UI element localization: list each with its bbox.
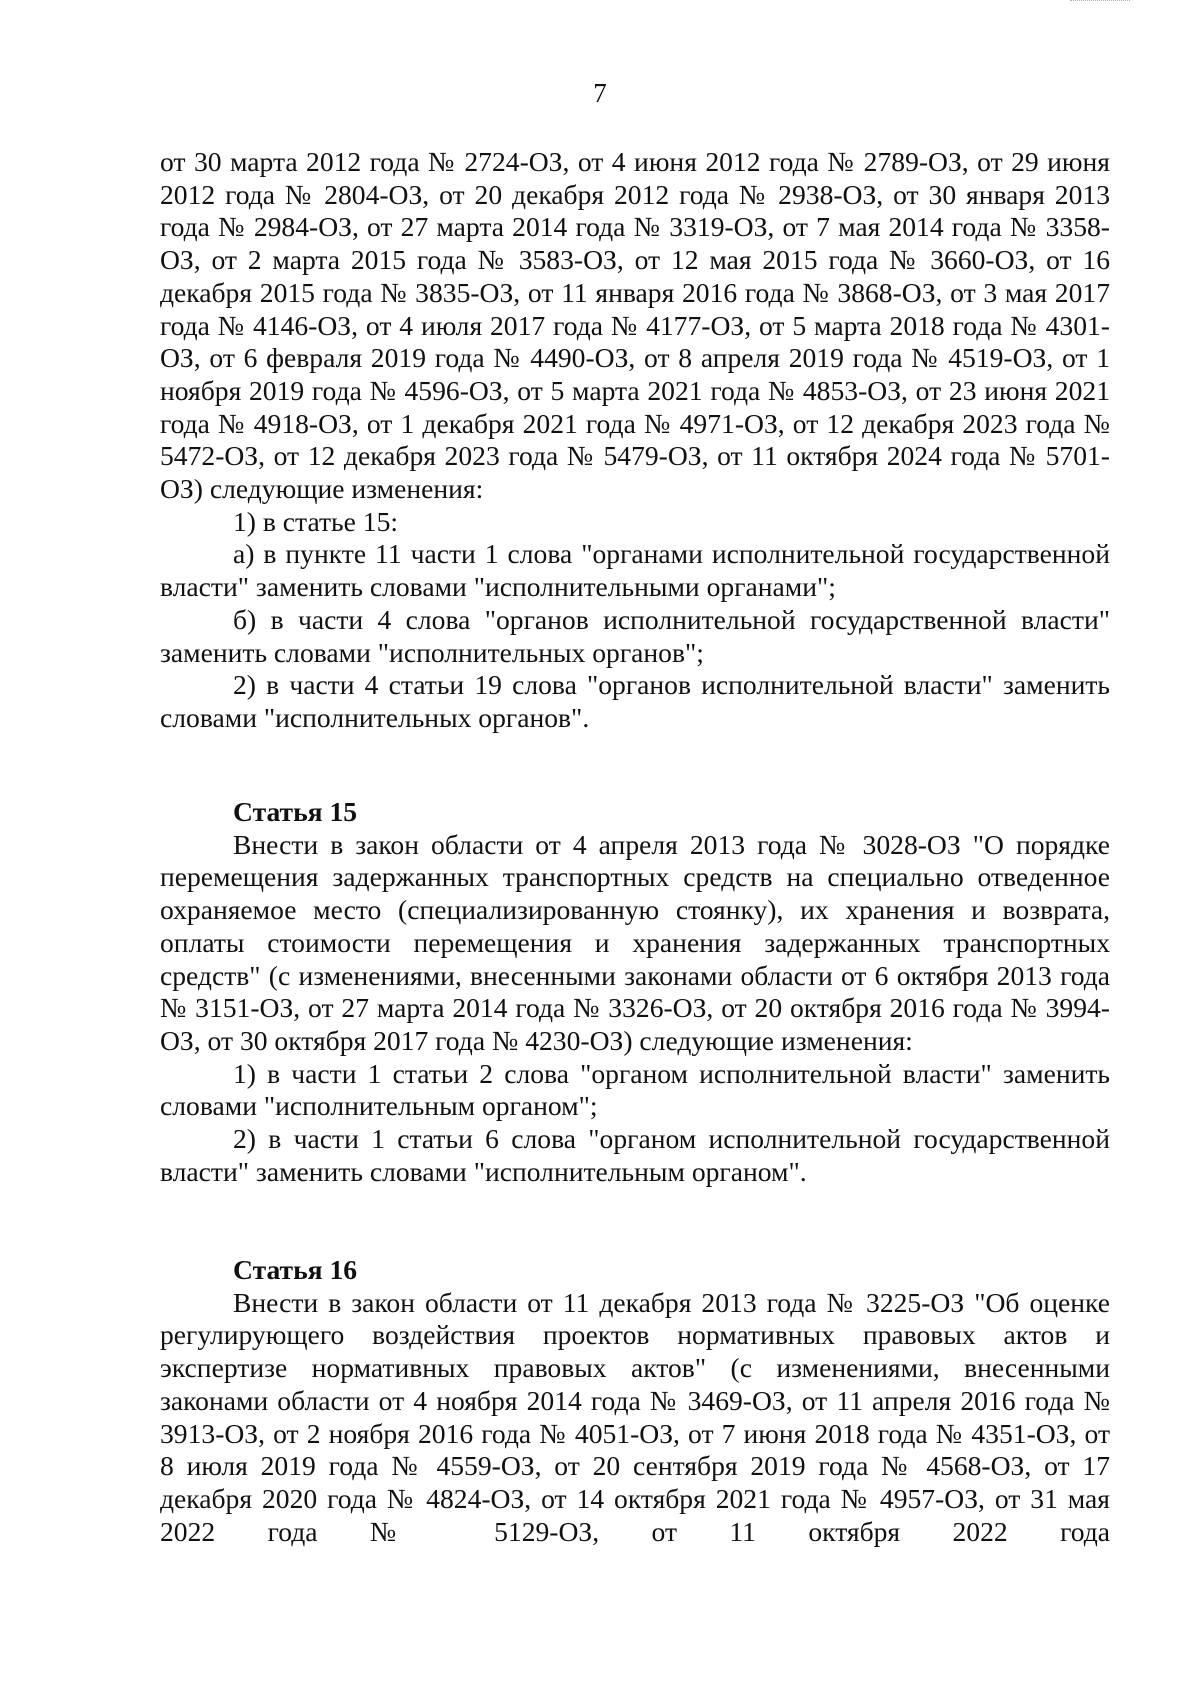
- item-1b: б) в части 4 слова "органов исполнительной государственной власти" заменить словами "исполнительных органов";: [160, 603, 1110, 668]
- amendment-list-continuation: от 30 марта 2012 года № 2724-ОЗ, от 4 июня 2012 года № 2789-ОЗ, от 29 июня 2012 года № 2804-ОЗ, от 20 декабря 2012 года № 2938-ОЗ, от 30 января 2013 года № 2984-ОЗ, от 27 марта 2014 года № 3319-ОЗ, от 7 мая 2014 года № 3358-ОЗ, от 2 марта 2015 года № 3583-ОЗ, от 12 мая 2015 года № 3660-ОЗ, от 16 декабря 2015 года № 3835-ОЗ, от 11 января 2016 года № 3868-ОЗ, от 3 мая 2017 года № 4146-ОЗ, от 4 июля 2017 года № 4177-ОЗ, от 5 марта 2018 года № 4301-ОЗ, от 6 февраля 2019 года № 4490-ОЗ, от 8 апреля 2019 года № 4519-ОЗ, от 1 ноября 2019 года № 4596-ОЗ, от 5 марта 2021 года № 4853-ОЗ, от 23 июня 2021 года № 4918-ОЗ, от 1 декабря 2021 года № 4971-ОЗ, от 12 декабря 2023 года № 5472-ОЗ, от 12 декабря 2023 года № 5479-ОЗ, от 11 октября 2024 года № 5701-ОЗ) следующие изменения:: [160, 146, 1110, 505]
- item-2: 2) в части 4 статьи 19 слова "органов исполнительной власти" заменить словами "исполнительных органов".: [160, 669, 1110, 733]
- article-15-item-2: 2) в части 1 статьи 6 слова "органом исполнительной государственной власти" заменить словами "исполнительным органом".: [160, 1123, 1110, 1187]
- article-15-item-1: 1) в части 1 статьи 2 слова "органом исполнительной власти" заменить словами "исполнительным органом";: [160, 1057, 1110, 1122]
- item-1a: а) в пункте 11 части 1 слова "органами исполнительной государственной власти" заменить словами "исполнительными органами";: [160, 538, 1110, 603]
- article-15-intro: Внести в закон области от 4 апреля 2013 года № 3028-ОЗ "О порядке перемещения задержанных транспортных средств на специально отведенное охраняемое место (специализированную стоянку), их хранения и возврата, оплаты стоимости перемещения и хранения задержанных транспортных средств" (с изменениями, внесенными законами области от 6 октября 2013 года № 3151-ОЗ, от 27 марта 2014 года № 3326-ОЗ, от 20 октября 2016 года № 3994-ОЗ, от 30 октября 2017 года № 4230-ОЗ) следующие изменения:: [160, 828, 1110, 1056]
- article-16: [160, 1254, 1110, 1548]
- scan-edge-mark: [1070, 0, 1130, 4]
- article-15-heading: Статья 15: [233, 796, 358, 827]
- previous-article-continuation: [160, 146, 1110, 735]
- article-16-heading: Статья 16: [233, 1254, 358, 1285]
- article-16-intro: Внести в закон области от 11 декабря 2013 года № 3225-ОЗ "Об оценке регулирующего воздействия проектов нормативных правовых актов и экспертизе нормативных правовых актов" (с изменениями, внесенными законами области от 4 ноября 2014 года № 3469-ОЗ, от 11 апреля 2016 года № 3913-ОЗ, от 2 ноября 2016 года № 4051-ОЗ, от 7 июня 2018 года № 4351-ОЗ, от 8 июля 2019 года № 4559-ОЗ, от 20 сентября 2019 года № 4568-ОЗ, от 17 декабря 2020 года № 4824-ОЗ, от 14 октября 2021 года № 4957-ОЗ, от 31 мая 2022 года № 5129-ОЗ, от 11 октября 2022 года: [160, 1286, 1110, 1547]
- page-number: 7: [593, 78, 607, 108]
- item-1: 1) в статье 15:: [233, 505, 399, 537]
- article-15: [160, 796, 1110, 1188]
